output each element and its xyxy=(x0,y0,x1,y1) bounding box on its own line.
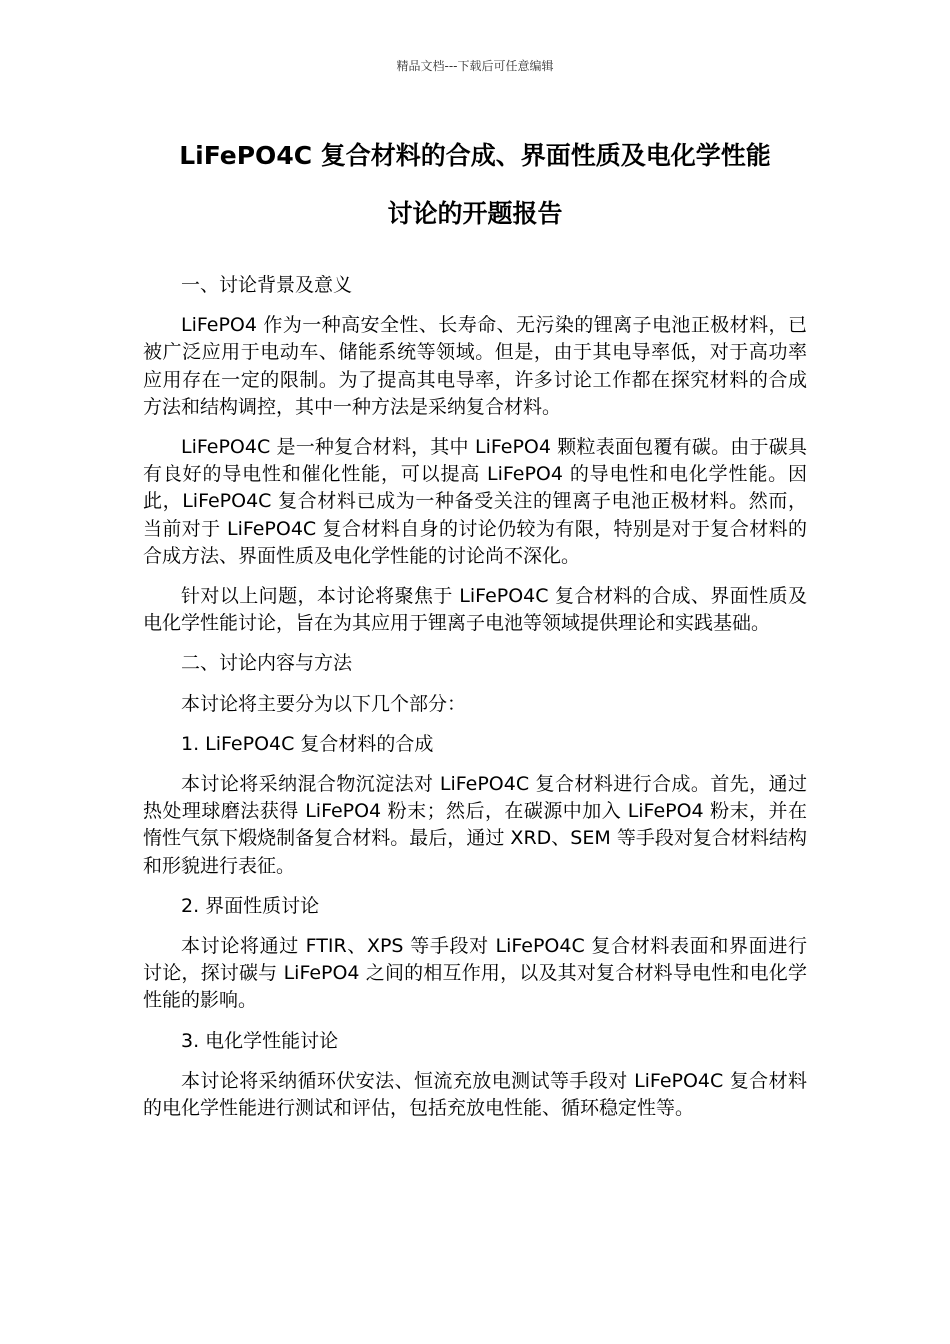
paragraph-lifepo4c-composite: LiFePO4C 是一种复合材料，其中 LiFePO4 颗粒表面包覆有碳。由于碳具有良好的导电性和催化性能，可以提高 LiFePO4 的导电性和电化学性能。因此，LiFePO4C 复合材料已成为一种备受关注的锂离子电池正极材料。然而，当前对于 LiFePO4C 复合材料自身的讨论仍较为有限，特别是对于复合材料的合成方法、界面性质及电化学性能的讨论尚不深化。 xyxy=(143,436,807,567)
document-title-line-2: 讨论的开题报告 xyxy=(387,199,563,228)
paragraph-electrochemistry: 本讨论将采纳循环伏安法、恒流充放电测试等手段对 LiFePO4C 复合材料的电化学性能进行测试和评估，包括充放电性能、循环稳定性等。 xyxy=(143,1069,807,1120)
paragraph-parts-intro: 本讨论将主要分为以下几个部分： xyxy=(181,692,467,715)
paragraph-research-focus: 针对以上问题，本讨论将聚焦于 LiFePO4C 复合材料的合成、界面性质及电化学性能讨论，旨在为其应用于锂离子电池等领域提供理论和实践基础。 xyxy=(143,585,807,635)
paragraph-interface: 本讨论将通过 FTIR、XPS 等手段对 LiFePO4C 复合材料表面和界面进行讨论，探讨碳与 LiFePO4 之间的相互作用，以及其对复合材料导电性和电化学性能的影响。 xyxy=(143,935,807,1012)
document-body xyxy=(143,272,807,1135)
subheading-electrochemistry: 3. 电化学性能讨论 xyxy=(181,1029,339,1052)
section-heading-content-methods: 二、讨论内容与方法 xyxy=(181,652,353,675)
page-header-note: 精品文档---下载后可任意编辑 xyxy=(396,59,554,73)
document-title-line-1: LiFePO4C 复合材料的合成、界面性质及电化学性能 xyxy=(179,141,771,170)
subheading-synthesis: 1. LiFePO4C 复合材料的合成 xyxy=(181,732,434,755)
subheading-interface: 2. 界面性质讨论 xyxy=(181,894,320,917)
paragraph-lifepo4-intro: LiFePO4 作为一种高安全性、长寿命、无污染的锂离子电池正极材料，已被广泛应用于电动车、储能系统等领域。但是，由于其电导率低，对于高功率应用存在一定的限制。为了提高其电导率，许多讨论工作都在探究材料的合成方法和结构调控，其中一种方法是采纳复合材料。 xyxy=(143,314,807,418)
section-heading-background: 一、讨论背景及意义 xyxy=(181,274,353,296)
paragraph-synthesis: 本讨论将采纳混合物沉淀法对 LiFePO4C 复合材料进行合成。首先，通过热处理球磨法获得 LiFePO4 粉末；然后，在碳源中加入 LiFePO4 粉末，并在惰性气氛下煅烧制备复合材料。最后，通过 XRD、SEM 等手段对复合材料结构和形貌进行表征。 xyxy=(143,773,807,877)
